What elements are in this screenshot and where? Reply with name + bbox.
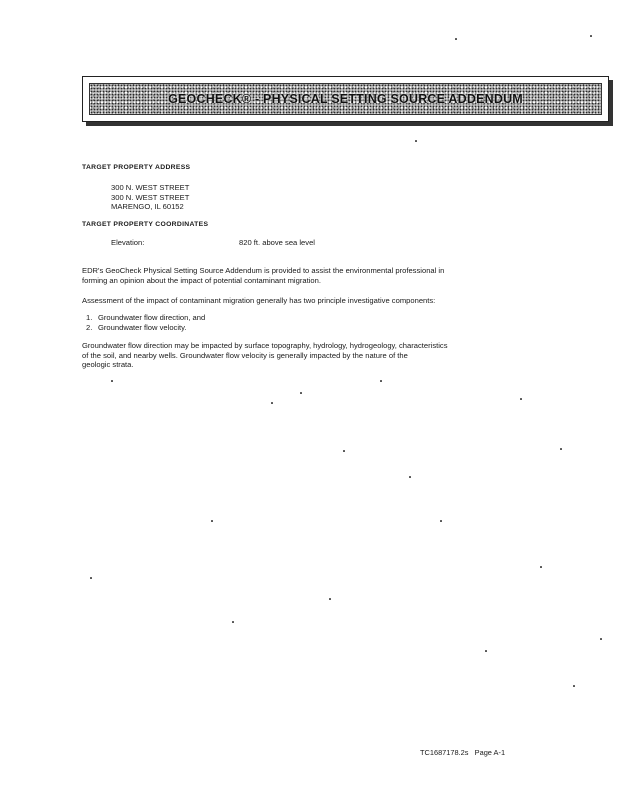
list-item — [86, 323, 205, 333]
address-line: 300 N. WEST STREET — [111, 183, 190, 192]
scan-speck — [90, 577, 92, 579]
page-footer — [420, 748, 505, 757]
address-label: TARGET PROPERTY ADDRESS — [82, 164, 191, 171]
address-line: 300 N. WEST STREET — [111, 192, 190, 202]
scan-speck — [343, 450, 345, 452]
scan-speck — [560, 448, 562, 450]
title-banner — [82, 76, 612, 124]
intro-line: EDR's GeoCheck Physical Setting Source Addendum is provided to assist the environmental professional in — [82, 266, 445, 275]
list-number: 1. — [86, 313, 93, 322]
coordinates-label: TARGET PROPERTY COORDINATES — [82, 221, 209, 228]
scan-speck — [573, 685, 575, 687]
scan-speck — [485, 650, 487, 652]
elevation-label: Elevation: — [111, 238, 145, 247]
list-text: Groundwater flow velocity. — [98, 322, 187, 332]
flow-paragraph — [82, 341, 522, 370]
flow-line: of the soil, and nearby wells. Groundwater flow velocity is generally impacted by the nature of the — [82, 350, 408, 360]
flow-line: geologic strata. — [82, 360, 134, 370]
components-list — [86, 313, 205, 332]
scan-speck — [455, 38, 457, 40]
scan-speck — [300, 392, 302, 394]
scan-speck — [232, 621, 234, 623]
page-title: GEOCHECK® - PHYSICAL SETTING SOURCE ADDENDUM — [168, 92, 523, 106]
scan-speck — [409, 476, 411, 478]
scan-speck — [380, 380, 382, 382]
assessment-paragraph: Assessment of the impact of contaminant migration generally has two principle investigative components: — [82, 296, 436, 305]
scan-speck — [329, 598, 331, 600]
intro-line: forming an opinion about the impact of potential contaminant migration. — [82, 275, 321, 285]
flow-line: Groundwater flow direction may be impacted by surface topography, hydrology, hydrogeology, characteristics — [82, 341, 448, 350]
document-id: TC1687178.2s — [420, 748, 469, 757]
title-banner-frame — [82, 76, 609, 122]
scan-speck — [520, 398, 522, 400]
scan-speck — [211, 520, 213, 522]
elevation-value: 820 ft. above sea level — [239, 238, 315, 247]
page-number: Page A-1 — [474, 748, 506, 757]
scan-speck — [590, 35, 592, 37]
title-banner-fill — [89, 83, 602, 115]
address-block — [111, 183, 189, 212]
scan-speck — [271, 402, 273, 404]
list-item — [86, 313, 205, 323]
scan-speck — [600, 638, 602, 640]
scan-speck — [540, 566, 542, 568]
intro-paragraph — [82, 266, 522, 285]
scan-speck — [111, 380, 113, 382]
address-line: MARENGO, IL 60152 — [111, 202, 184, 211]
scan-speck — [440, 520, 442, 522]
scan-speck — [415, 140, 417, 142]
list-number: 2. — [86, 322, 93, 332]
list-text: Groundwater flow direction, and — [98, 313, 206, 322]
